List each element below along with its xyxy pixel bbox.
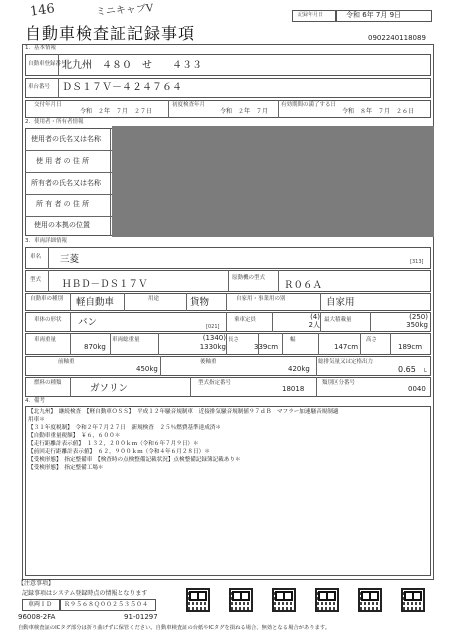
app-id: Ｒ９５６８Ｑ００２５３５０４ xyxy=(64,601,149,608)
user-label-1: 使 用 者 の 住 所 xyxy=(36,157,90,165)
use-label: 用途 xyxy=(148,296,160,302)
remark-line: 【走行距離計表示値】 １３２，２００ｋｍ（令和６年７月９日）＊ xyxy=(28,441,199,447)
displacement-unit: L xyxy=(424,368,427,374)
qr-code-2 xyxy=(229,588,253,612)
max-load-label: 最大積載量 xyxy=(324,317,352,323)
remark-line: 用車＊ xyxy=(28,417,45,423)
rear-axle: 420kg xyxy=(288,365,310,373)
handwritten-number: 146 xyxy=(29,1,56,20)
qr-code-1 xyxy=(186,588,210,612)
capacity-label: 乗車定員 xyxy=(234,317,257,323)
doc-number: 0902240118089 xyxy=(368,34,426,42)
capacity: (4) 2人 xyxy=(308,313,320,329)
gross: (1340) 1330kg xyxy=(199,334,226,351)
user-label-4: 使用の本拠の位置 xyxy=(34,221,90,229)
front-axle: 450kg xyxy=(136,365,158,373)
displacement-label: 総排気量又は定格出力 xyxy=(318,359,374,365)
code-left: 96008-2FA xyxy=(18,613,56,621)
maker-label: 車名 xyxy=(30,254,42,260)
remark-line: 【３１年度税制】 令和２年７月２７日 新規検査 ２５％燃費基準達成済＊ xyxy=(28,425,221,431)
app-id-label: 車両ＩＤ xyxy=(28,601,53,608)
type-no: 18018 xyxy=(282,385,305,393)
class-no-label: 類別区分番号 xyxy=(322,380,356,386)
user-label-3: 所 有 者 の 住 所 xyxy=(36,200,90,208)
weight: 870kg xyxy=(84,343,106,351)
warning-text: 自動車検査証のICタグ部分は折り曲げずに保管ください。自動車検査証の台紙やICタグを損ねる場合、無効となる場合があります。 xyxy=(18,625,331,631)
issue-date-label: 記録年月日 xyxy=(298,12,324,18)
first-reg-value: 令和 ２年 ７月 xyxy=(220,108,269,115)
business: 自家用 xyxy=(326,297,355,308)
width-label: 幅 xyxy=(290,337,296,343)
notes-text: 記録事項はシステム登録時点の情報となります xyxy=(22,590,148,597)
body-code: [021] xyxy=(206,324,220,330)
body: バン xyxy=(78,317,98,328)
use: 貨物 xyxy=(190,297,210,308)
maker-code: [313] xyxy=(410,259,424,265)
section-remarks-title: 4．備考 xyxy=(25,398,45,404)
weight-label: 車両重量 xyxy=(34,337,57,343)
reg-number-label: 自動車登録番号 xyxy=(28,61,67,67)
remark-line: 【受検形態】 指定整備車 【検査時の点検整備記載状況】点検整備記録簿記載あり＊ xyxy=(28,457,241,463)
qr-code-4 xyxy=(315,588,339,612)
code-right: 91-01297 xyxy=(124,613,158,621)
class-no: 0040 xyxy=(408,385,426,393)
engine-label: 原動機の型式 xyxy=(232,275,266,281)
gross-label: 車両総重量 xyxy=(112,337,140,343)
fuel: ガソリン xyxy=(90,383,129,394)
section-spec-title: 3．車両詳細情報 xyxy=(25,238,67,244)
kind-label: 自動車の種別 xyxy=(30,296,64,302)
remarks-list xyxy=(28,408,428,472)
expiry-value: 令和 ８年 ７月 ２６日 xyxy=(342,108,415,115)
issue-date-value: 令和 ２年 ７月 ２７日 xyxy=(80,108,153,115)
section-basic-title: 1．基本情報 xyxy=(25,45,56,51)
fuel-label: 燃料の種類 xyxy=(34,380,62,386)
length-label: 長さ xyxy=(228,337,240,343)
business-label: 自家用・事業用の別 xyxy=(236,296,286,302)
length: 339cm xyxy=(254,343,279,351)
maker-row xyxy=(25,247,431,269)
engine: Ｒ０６Ａ xyxy=(284,280,323,291)
front-axle-label: 前軸重 xyxy=(58,359,75,365)
qr-code-5 xyxy=(358,588,382,612)
remark-line: 【受検形態】 指定整備工場＊ xyxy=(28,465,104,471)
user-label-2: 所有者の氏名又は名称 xyxy=(31,179,101,187)
first-reg-label: 初度検査年月 xyxy=(172,102,206,108)
height: 189cm xyxy=(398,343,423,351)
rear-axle-label: 後軸重 xyxy=(200,359,217,365)
remark-line: 【前回走行距離計表示値】 ６２，９００ｋｍ（令和４年６月２８日）＊ xyxy=(28,449,210,455)
section-user-title: 2．使用者・所有者情報 xyxy=(25,119,84,125)
displacement: 0.65 xyxy=(398,365,416,374)
width: 147cm xyxy=(334,343,359,351)
page-title: 自動車検査証記録事項 xyxy=(25,24,196,43)
body-label: 車体の形状 xyxy=(34,317,62,323)
qr-code-3 xyxy=(272,588,296,612)
kind: 軽自動車 xyxy=(76,297,115,308)
model: ＨＢＤ－ＤＳ１７Ｖ xyxy=(62,279,148,290)
model-label: 型式 xyxy=(30,277,42,283)
height-label: 高さ xyxy=(366,337,378,343)
remark-line: 【北九州】 継続検査 【軽自動車ＯＳＳ】 平成１２年騒音規制車 近接排気騒音規制値９７ｄＢ マフラー加速騒音規制適 xyxy=(28,409,339,415)
chassis-label: 車台番号 xyxy=(28,84,51,90)
handwritten-note: ミニキャブV xyxy=(95,3,154,18)
user-label-0: 使用者の氏名又は名称 xyxy=(31,135,101,143)
chassis-number: ＤＳ１７Ｖ－４２４７６４ xyxy=(62,82,182,93)
max-load: (250) 350kg xyxy=(406,313,428,329)
reg-number: 北九州 ４８０ せ ４３３ xyxy=(62,60,202,71)
expiry-label: 有効期間の満了する日 xyxy=(281,102,337,108)
notes-label: 【注意事項】 xyxy=(18,580,55,587)
issue-date: 令和 6年 7月 9日 xyxy=(346,11,402,19)
qr-code-6 xyxy=(401,588,425,612)
maker: 三菱 xyxy=(60,254,80,265)
remark-line: 【自動車重量税額】 ￥６，６００＊ xyxy=(28,433,121,439)
issue-label: 交付年月日 xyxy=(34,102,62,108)
redacted-user-info xyxy=(112,126,434,237)
type-no-label: 型式指定番号 xyxy=(198,380,232,386)
